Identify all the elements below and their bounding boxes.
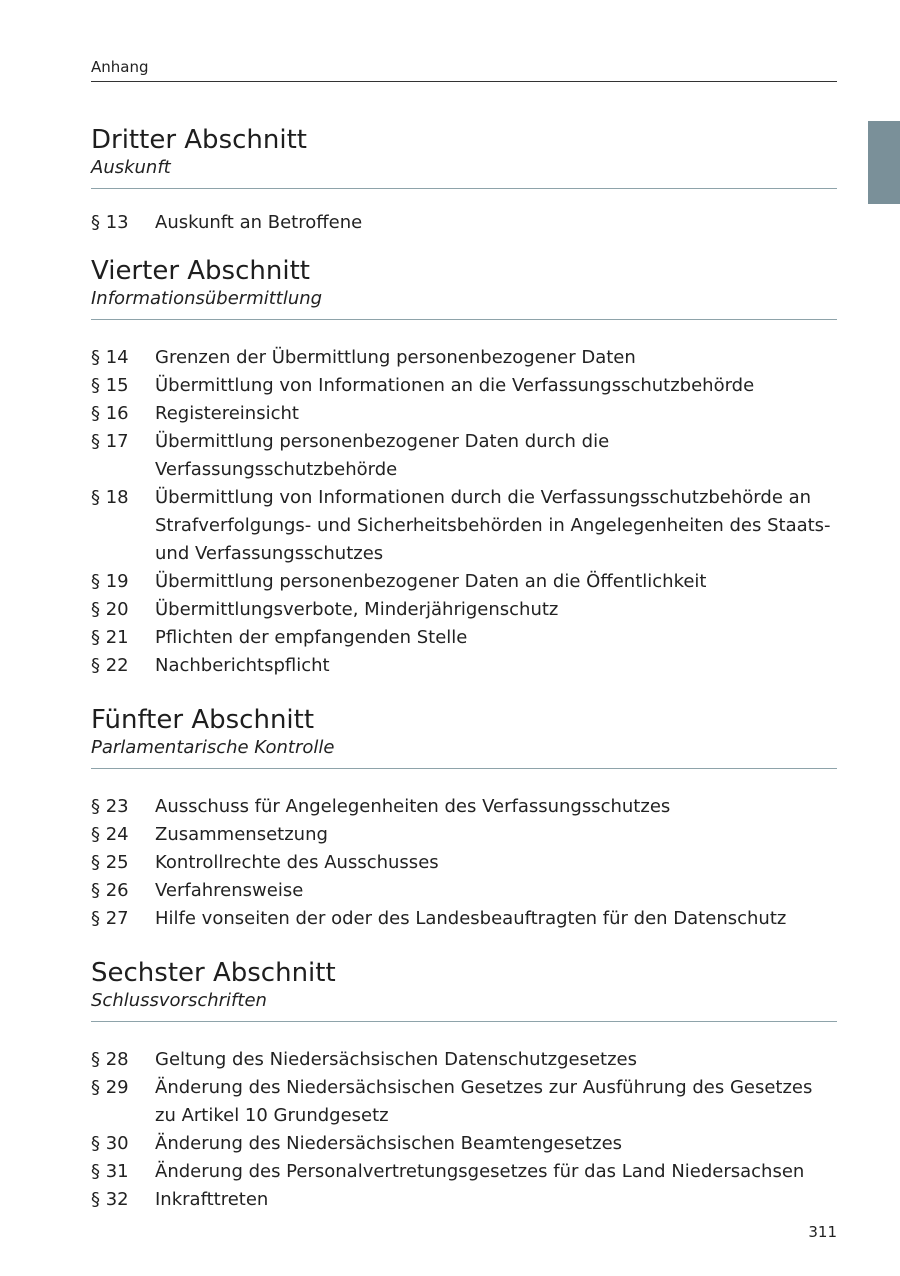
paragraph-number: § 25 xyxy=(91,852,129,873)
section-title: Dritter Abschnitt xyxy=(91,125,307,155)
paragraph-title: Übermittlung von Informationen an die Verfassungsschutzbehörde xyxy=(155,375,755,396)
paragraph-number: § 31 xyxy=(91,1161,129,1182)
section-sechster-abschnitt xyxy=(91,957,837,1214)
paragraph-number: § 26 xyxy=(91,880,129,901)
toc-item xyxy=(91,596,837,624)
paragraph-number: § 24 xyxy=(91,824,129,845)
paragraph-number: § 19 xyxy=(91,571,129,592)
paragraph-number: § 18 xyxy=(91,487,129,508)
paragraph-title: Änderung des Niedersächsischen Beamtengesetzes xyxy=(155,1133,623,1154)
paragraph-title: Ausschuss für Angelegenheiten des Verfassungsschutzes xyxy=(155,796,671,817)
paragraph-title: Übermittlung personenbezogener Daten an die Öffentlichkeit xyxy=(155,571,707,592)
toc-item xyxy=(91,652,837,680)
toc-item xyxy=(91,568,837,596)
paragraph-number: § 32 xyxy=(91,1189,129,1210)
toc-item xyxy=(91,905,837,933)
paragraph-number: § 27 xyxy=(91,908,129,929)
paragraph-number: § 16 xyxy=(91,403,129,424)
section-subtitle: Parlamentarische Kontrolle xyxy=(91,737,335,758)
paragraph-title: Registereinsicht xyxy=(155,403,299,424)
section-item-list xyxy=(91,1022,837,1214)
running-head: Anhang xyxy=(91,58,149,76)
paragraph-title: Inkrafttreten xyxy=(155,1189,269,1210)
paragraph-number: § 15 xyxy=(91,375,129,396)
paragraph-title: Änderung des Niedersächsischen Gesetzes zur Ausführung des Gesetzes zu Artikel 10 Grundgesetz xyxy=(155,1077,813,1126)
paragraph-title: Kontrollrechte des Ausschusses xyxy=(155,852,439,873)
toc-item xyxy=(91,209,837,237)
toc-item xyxy=(91,877,837,905)
paragraph-number: § 17 xyxy=(91,431,129,452)
page-number: 311 xyxy=(808,1223,837,1241)
toc-item xyxy=(91,484,837,568)
paragraph-title: Hilfe vonseiten der oder des Landesbeauftragten für den Datenschutz xyxy=(155,908,787,929)
section-item-list xyxy=(91,320,837,680)
section-item-list xyxy=(91,769,837,933)
header-divider xyxy=(91,81,837,82)
section-subtitle: Schlussvorschriften xyxy=(91,990,267,1011)
toc-item xyxy=(91,344,837,372)
toc-item xyxy=(91,849,837,877)
section-title: Sechster Abschnitt xyxy=(91,958,336,988)
paragraph-number: § 29 xyxy=(91,1077,129,1098)
toc-item xyxy=(91,821,837,849)
section-fuenfter-abschnitt xyxy=(91,704,837,933)
toc-item xyxy=(91,1130,837,1158)
toc-item xyxy=(91,428,837,484)
paragraph-title: Zusammensetzung xyxy=(155,824,328,845)
section-subtitle: Auskunft xyxy=(91,157,171,178)
toc-item xyxy=(91,1158,837,1186)
paragraph-title: Verfahrensweise xyxy=(155,880,304,901)
toc-item xyxy=(91,1186,837,1214)
paragraph-number: § 30 xyxy=(91,1133,129,1154)
toc-item xyxy=(91,372,837,400)
section-item-list xyxy=(91,189,837,237)
section-title: Fünfter Abschnitt xyxy=(91,705,315,735)
paragraph-title: Übermittlung personenbezogener Daten durch die Verfassungsschutzbehörde xyxy=(155,431,610,480)
section-vierter-abschnitt xyxy=(91,255,837,680)
toc-item xyxy=(91,1074,837,1130)
section-dritter-abschnitt xyxy=(91,124,837,237)
toc-item xyxy=(91,400,837,428)
paragraph-number: § 22 xyxy=(91,655,129,676)
table-of-contents xyxy=(91,124,837,1232)
paragraph-title: Geltung des Niedersächsischen Datenschutzgesetzes xyxy=(155,1049,638,1070)
toc-item xyxy=(91,793,837,821)
section-subtitle: Informationsübermittlung xyxy=(91,288,323,309)
paragraph-number: § 14 xyxy=(91,347,129,368)
paragraph-number: § 23 xyxy=(91,796,129,817)
paragraph-title: Änderung des Personalvertretungsgesetzes für das Land Niedersachsen xyxy=(155,1161,805,1182)
chapter-tab-marker xyxy=(868,121,900,204)
paragraph-title: Übermittlung von Informationen durch die Verfassungsschutzbehörde an Strafverfolgungs- und Sicherheitsbehörden in Angelegenheiten des Staats- und Verfassungsschutzes xyxy=(155,487,831,564)
paragraph-number: § 28 xyxy=(91,1049,129,1070)
paragraph-title: Pflichten der empfangenden Stelle xyxy=(155,627,468,648)
paragraph-title: Nachberichtspflicht xyxy=(155,655,330,676)
paragraph-number: § 21 xyxy=(91,627,129,648)
section-title: Vierter Abschnitt xyxy=(91,256,310,286)
toc-item xyxy=(91,624,837,652)
toc-item xyxy=(91,1046,837,1074)
paragraph-title: Übermittlungsverbote, Minderjährigenschutz xyxy=(155,599,559,620)
paragraph-title: Auskunft an Betroffene xyxy=(155,212,363,233)
paragraph-number: § 20 xyxy=(91,599,129,620)
paragraph-title: Grenzen der Übermittlung personenbezogener Daten xyxy=(155,347,636,368)
paragraph-number: § 13 xyxy=(91,212,129,233)
